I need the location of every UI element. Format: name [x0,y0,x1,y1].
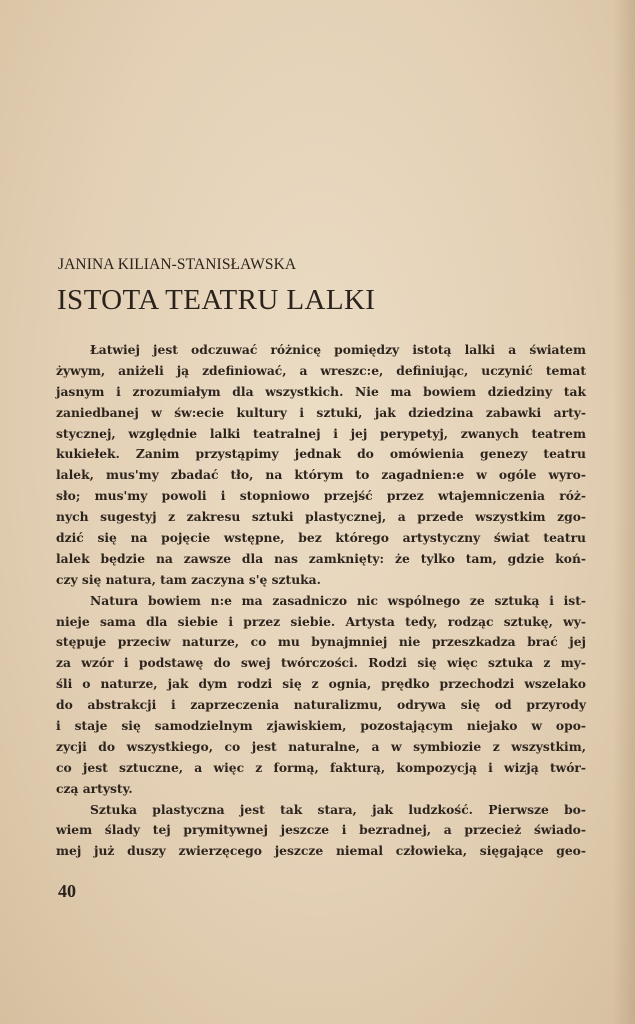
text-line: nieje sama dla siebie i przez siebie. Artysta tedy, rodząc sztukę, wy- [56,613,586,629]
text-line: i staje się samodzielnym zjawiskiem, pozostającym niejako w opo- [56,718,586,734]
text-line: dzić się na pojęcie wstępne, bez którego artystyczny świat teatru [56,530,586,546]
author-name: JANINA KILIAN-STANISŁAWSKA [58,256,297,273]
text-line: wiem ślady tej prymitywnej jeszcze i bezradnej, a przecież świado- [56,822,586,838]
text-line: stycznej, względnie lalki teatralnej i jej perypetyj, zwanych teatrem [56,425,586,441]
text-line: lalek będzie na zawsze dla nas zamknięty: że tylko tam, gdzie koń- [56,550,586,566]
text-line: co jest sztuczne, a więc z formą, fakturą, kompozycją i wizją twór- [56,759,586,775]
text-line: za wzór i podstawę do swej twórczości. Rodzi się więc sztuka z my- [56,655,586,671]
text-line: nych sugestyj z zakresu sztuki plastycznej, a przede wszystkim zgo- [56,509,586,525]
text-line: do abstrakcji i zaprzeczenia naturalizmu, odrywa się od przyrody [56,697,586,713]
text-line: mej już duszy zwierzęcego jeszcze niemal człowieka, sięgające geo- [56,843,586,859]
article-title: ISTOTA TEATRU LALKI [57,284,376,316]
article-body [56,340,586,862]
text-line: kukiełek. Zanim przystąpimy jednak do omówienia genezy teatru [56,446,586,462]
text-line: czy się natura, tam zaczyna s'ę sztuka. [56,571,321,587]
page-number: 40 [58,881,76,901]
text-line: żywym, aniżeli ją zdefiniować, a wreszc:e, definiując, uczynić temat [56,362,586,378]
text-line: zaniedbanej w św:ecie kultury i sztuki, jak dziedzina zabawki arty- [56,404,586,420]
text-line: sło; mus'my powoli i stopniowo przejść przez wtajemniczenia róż- [56,488,586,504]
text-line: jasnym i zrozumiałym dla wszystkich. Nie ma bowiem dziedziny tak [56,383,586,399]
text-line: czą artysty. [56,780,133,796]
text-line: Natura bowiem n:e ma zasadniczo nic wspólnego ze sztuką i ist- [90,592,586,608]
text-line: zycji do wszystkiego, co jest naturalne, a w symbiozie z wszystkim, [56,738,586,754]
text-line: Łatwiej jest odczuwać różnicę pomiędzy istotą lalki a światem [90,342,586,357]
text-line: stępuje przeciw naturze, co mu bynajmniej nie przeszkadza brać jej [56,634,586,650]
text-line: Sztuka plastyczna jest tak stara, jak ludzkość. Pierwsze bo- [90,801,586,817]
text-line: śli o naturze, jak dym rodzi się z ognia, prędko przechodzi wszelako [56,676,586,692]
text-line: lalek, mus'my zbadać tło, na którym to zagadnien:e w ogóle wyro- [56,467,586,483]
page-edge-shadow [613,0,635,1024]
